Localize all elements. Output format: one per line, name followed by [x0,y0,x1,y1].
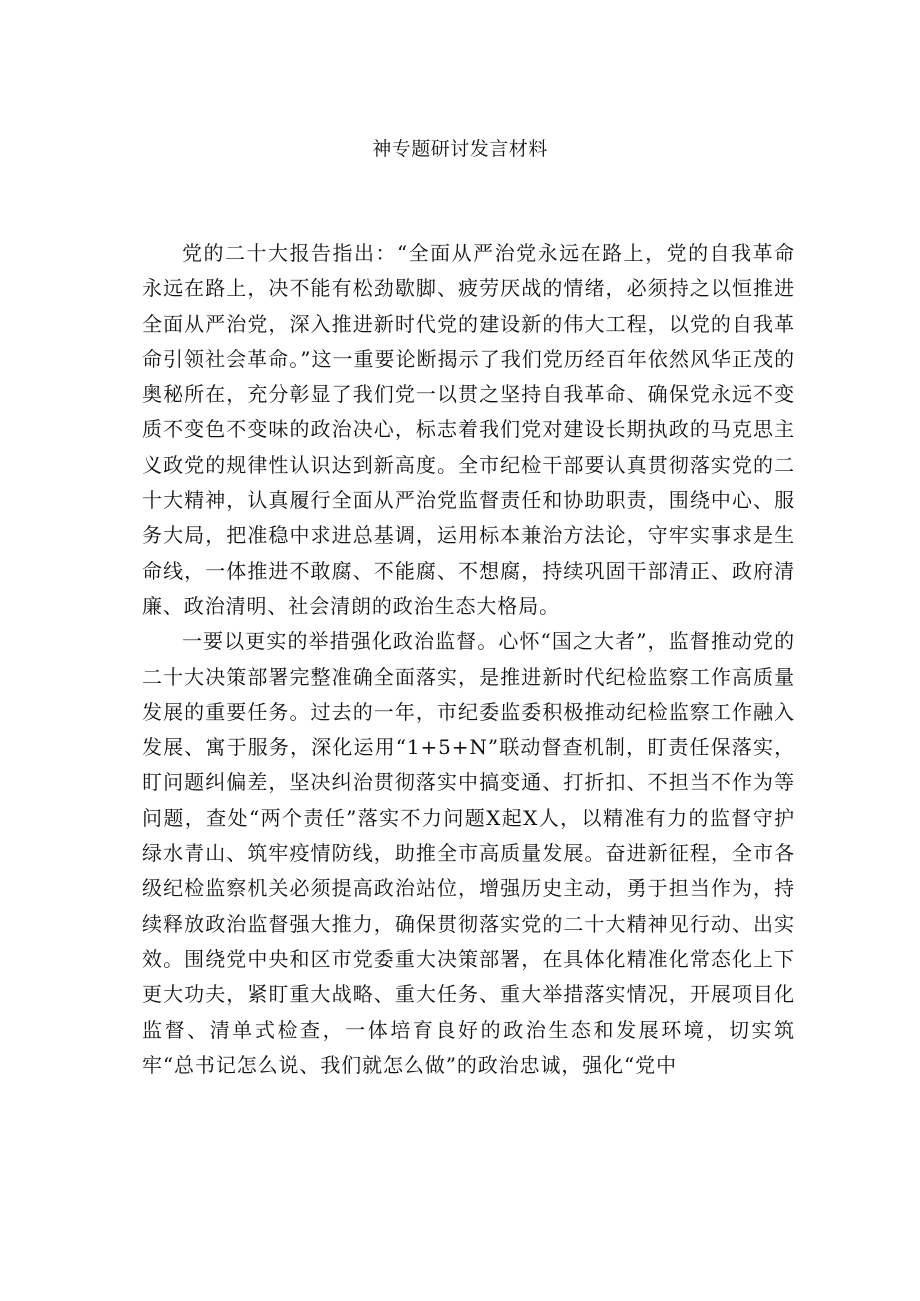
document-title: 神专题研讨发言材料 [372,138,548,160]
paragraph-intro: 党的二十大报告指出：“全面从严治党永远在路上，党的自我革命永远在路上，决不能有松劲歇脚、疲劳厌战的情绪，必须持之以恒推进全面从严治党，深入推进新时代党的建设新的伟大工程，以党的自我革命引领社会革命。”这一重要论断揭示了我们党历经百年依然风华正茂的奥秘所在，充分彰显了我们党一以贯之坚持自我革命、确保党永远不变质不变色不变味的政治决心，标志着我们党对建设长期执政的马克思主义政党的规律性认识达到新高度。全市纪检干部要认真贯彻落实党的二十大精神，认真履行全面从严治党监督责任和协助职责，围绕中心、服务大局，把准稳中求进总基调，运用标本兼治方法论，守牢实事求是生命线，一体推进不敢腐、不能腐、不想腐，持续巩固干部清正、政府清廉、政治清明、社会清朗的政治生态大格局。 [142,241,795,618]
paragraph-political-supervision: 一要以更实的举措强化政治监督。心怀“国之大者”，监督推动党的二十大决策部署完整准确全面落实，是推进新时代纪检监察工作高质量发展的重要任务。过去的一年，市纪委监委积极推动纪检监察工作融入发展、寓于服务，深化运用“1+5+N”联动督查机制，盯责任保落实，盯问题纠偏差，坚决纠治贯彻落实中搞变通、打折扣、不担当不作为等问题，查处“两个责任”落实不力问题X起X人，以精准有力的监督守护绿水青山、筑牢疫情防线，助推全市高质量发展。奋进新征程，全市各级纪检监察机关必须提高政治站位，增强历史主动，勇于担当作为，持续释放政治监督强大推力，确保贯彻落实党的二十大精神见行动、出实效。围绕党中央和区市党委重大决策部署，在具体化精准化常态化上下更大功夫，紧盯重大战略、重大任务、重大举措落实情况，开展项目化监督、清单式检查，一体培育良好的政治生态和发展环境，切实筑牢“总书记怎么说、我们就怎么做”的政治忠诚，强化“党中 [142,629,795,1077]
document-body [142,236,795,1083]
